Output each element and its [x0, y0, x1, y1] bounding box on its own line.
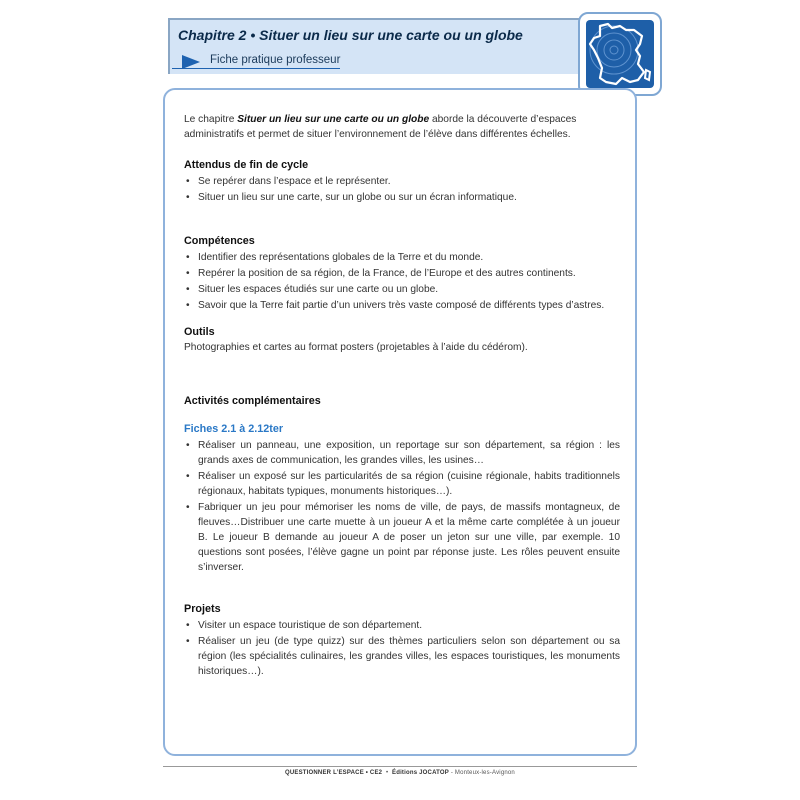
chapter-logo: [578, 12, 662, 96]
list-item: • Fabriquer un jeu pour mémoriser les noms de ville, de pays, de massifs montagneux, de fleuves…Distribuer une carte muette à un joueur A et la même carte complétée à un joueur B. Le joueur B demande au joueur A de poser un jeton sur une ville, par exemple. 10 questions sont posées, l’élève gagne un point par réponse juste. Les rôles peuvent ensuite s’inverser.: [184, 500, 620, 575]
section-heading: Outils: [184, 326, 215, 338]
list-item: • Savoir que la Terre fait partie d’un univers très vaste composé de différents types d’astres.: [184, 298, 620, 313]
footer-text: [163, 770, 637, 776]
list-item: • Identifier des représentations globales de la Terre et du monde.: [184, 250, 620, 265]
section-heading: Compétences: [184, 235, 255, 247]
list-item: • Réaliser un panneau, une exposition, un reportage sur son département, sa région : les grands axes de communication, les grandes villes, les usines…: [184, 438, 620, 468]
list-item: • Se repérer dans l’espace et le représenter.: [184, 174, 620, 189]
intro-chapter-name: Situer un lieu sur une carte ou un globe: [237, 114, 430, 125]
footer-location: - Monteux-les-Avignon: [448, 770, 515, 776]
footer-publisher: Éditions JOCATOP: [392, 770, 449, 776]
bullet-list: [184, 438, 620, 575]
list-item: • Situer un lieu sur une carte, sur un globe ou sur un écran informatique.: [184, 190, 620, 205]
section-heading: Attendus de fin de cycle: [184, 159, 309, 171]
section-projets: [184, 602, 620, 679]
section-activites: [184, 394, 620, 575]
section-heading: Activités complémentaires: [184, 395, 321, 407]
list-item: • Réaliser un exposé sur les particularités de sa région (cuisine régionale, habits traditionnels régionaux, habitats typiques, monuments historiques…).: [184, 469, 620, 499]
section-outils: [184, 325, 620, 355]
list-item: • Réaliser un jeu (de type quizz) sur des thèmes particuliers selon son département ou sa région (les spécialités culinaires, les grandes villes, les espaces touristiques, les monuments historiques…).: [184, 634, 620, 679]
section-attendus: [184, 158, 620, 205]
list-item: • Situer les espaces étudiés sur une carte ou un globe.: [184, 282, 620, 297]
bullet-list: [184, 618, 620, 679]
page-content: [184, 112, 620, 680]
intro-text-start: Le chapitre: [184, 114, 238, 125]
footer-separator: •: [385, 770, 389, 776]
footer-collection: QUESTIONNER L’ESPACE • CE2: [285, 770, 383, 776]
section-heading: Projets: [184, 603, 221, 615]
chapter-title: Chapitre 2 • Situer un lieu sur une carte ou un globe: [178, 27, 523, 43]
bullet-list: [184, 174, 620, 205]
intro-paragraph: [184, 112, 620, 142]
outils-text: Photographies et cartes au format posters (projetables à l’aide du cédérom).: [184, 342, 528, 353]
bullet-list: [184, 250, 620, 313]
section-competences: [184, 234, 620, 313]
page-footer: [163, 766, 637, 783]
header-rule: [172, 68, 340, 69]
intro-text-end: aborde la découverte d’espaces administratifs et permet de situer l’environnement de l’élève dans différentes échelles.: [184, 114, 577, 140]
subtitle: Fiche pratique professeur: [210, 54, 341, 66]
france-map-icon: [586, 20, 654, 88]
list-item: • Repérer la position de sa région, de la France, de l’Europe et des autres continents.: [184, 266, 620, 281]
fiches-subheading: Fiches 2.1 à 2.12ter: [184, 423, 284, 435]
list-item: • Visiter un espace touristique de son département.: [184, 618, 620, 633]
arrow-icon: [182, 55, 200, 69]
